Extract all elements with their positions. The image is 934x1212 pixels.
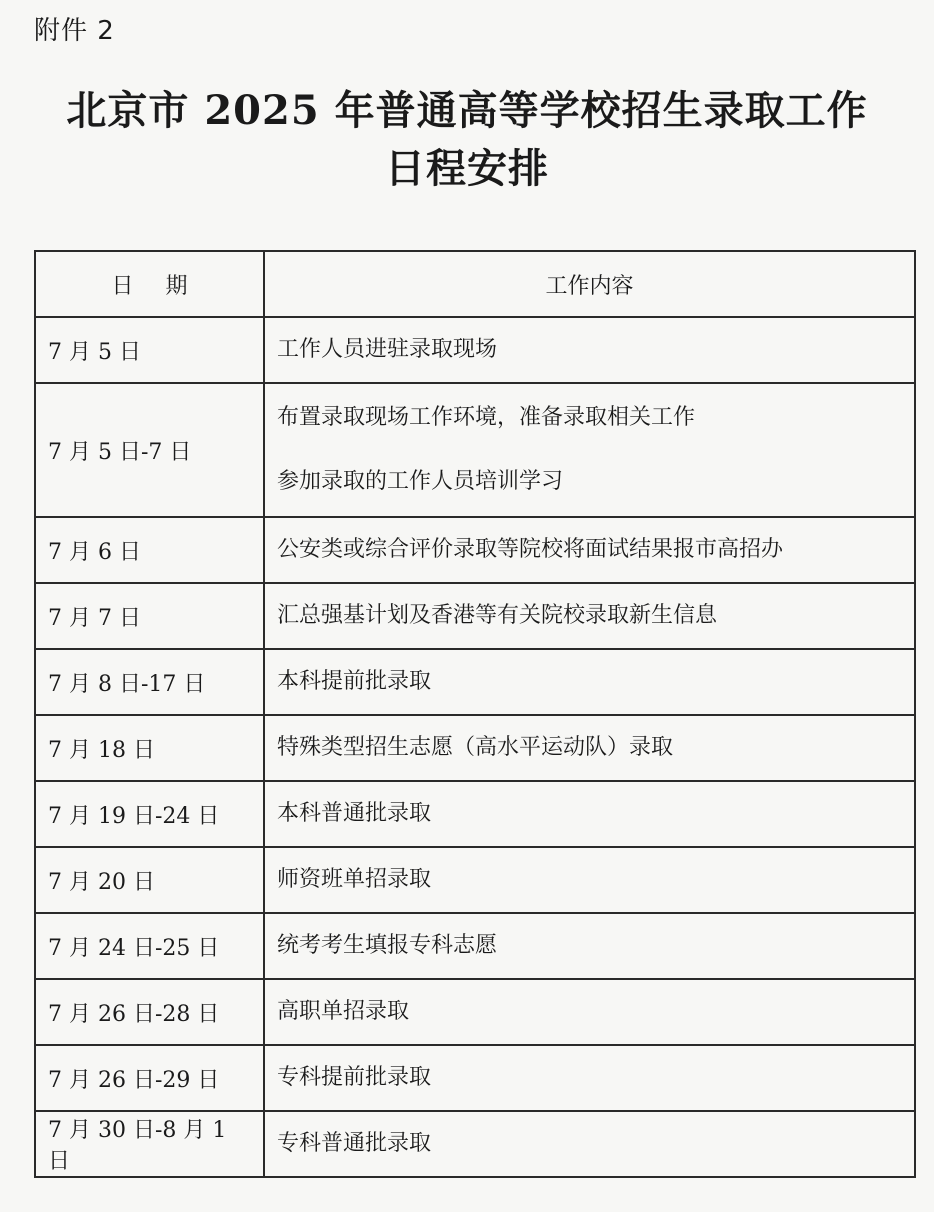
task-text: 参加录取的工作人员培训学习 (277, 469, 564, 494)
header-work-content: 工作内容 (264, 251, 915, 317)
task-text: 汇总强基计划及香港等有关院校录取新生信息 (277, 603, 718, 628)
task-cell (264, 383, 915, 517)
table-row (35, 649, 915, 715)
task-cell (264, 583, 915, 649)
task-cell (264, 1045, 915, 1111)
task-text: 特殊类型招生志愿（高水平运动队）录取 (277, 735, 674, 760)
table-row (35, 913, 915, 979)
table-row (35, 781, 915, 847)
date-cell: 7 月 19 日-24 日 (35, 781, 264, 847)
task-cell (264, 913, 915, 979)
task-text: 师资班单招录取 (277, 867, 432, 892)
date-cell: 7 月 26 日-28 日 (35, 979, 264, 1045)
task-text: 本科普通批录取 (277, 801, 432, 826)
task-text: 工作人员进驻录取现场 (277, 337, 498, 362)
date-cell: 7 月 7 日 (35, 583, 264, 649)
table-row (35, 383, 915, 517)
date-cell: 7 月 20 日 (35, 847, 264, 913)
table-row (35, 317, 915, 383)
date-cell: 7 月 30 日-8 月 1 日 (35, 1111, 264, 1177)
task-cell (264, 1111, 915, 1177)
task-text: 布置录取现场工作环境，准备录取相关工作 (277, 405, 696, 430)
task-text: 专科普通批录取 (277, 1131, 432, 1156)
task-cell (264, 847, 915, 913)
task-cell (264, 649, 915, 715)
date-cell: 7 月 24 日-25 日 (35, 913, 264, 979)
table-row (35, 979, 915, 1045)
date-cell: 7 月 8 日-17 日 (35, 649, 264, 715)
document-title (0, 82, 934, 198)
task-cell (264, 517, 915, 583)
table-row (35, 715, 915, 781)
attachment-label: 附件 2 (34, 16, 115, 46)
task-text: 公安类或综合评价录取等院校将面试结果报市高招办 (277, 537, 784, 562)
task-cell (264, 781, 915, 847)
date-cell: 7 月 5 日-7 日 (35, 383, 264, 517)
task-text: 统考考生填报专科志愿 (277, 933, 498, 958)
table-row (35, 517, 915, 583)
table-row (35, 847, 915, 913)
schedule-table (34, 250, 916, 1178)
task-cell (264, 979, 915, 1045)
task-text: 本科提前批录取 (277, 669, 432, 694)
date-cell: 7 月 26 日-29 日 (35, 1045, 264, 1111)
title-line-1: 北京市 2025 年普通高等学校招生录取工作 (66, 87, 868, 134)
header-date: 日期 (35, 251, 264, 317)
task-text: 高职单招录取 (277, 999, 410, 1024)
date-cell: 7 月 6 日 (35, 517, 264, 583)
table-row (35, 1111, 915, 1177)
date-cell: 7 月 5 日 (35, 317, 264, 383)
title-line-2: 日程安排 (385, 145, 549, 192)
task-text: 专科提前批录取 (277, 1065, 432, 1090)
task-cell (264, 317, 915, 383)
date-cell: 7 月 18 日 (35, 715, 264, 781)
task-cell (264, 715, 915, 781)
table-row (35, 583, 915, 649)
table-header-row (35, 251, 915, 317)
table-row (35, 1045, 915, 1111)
